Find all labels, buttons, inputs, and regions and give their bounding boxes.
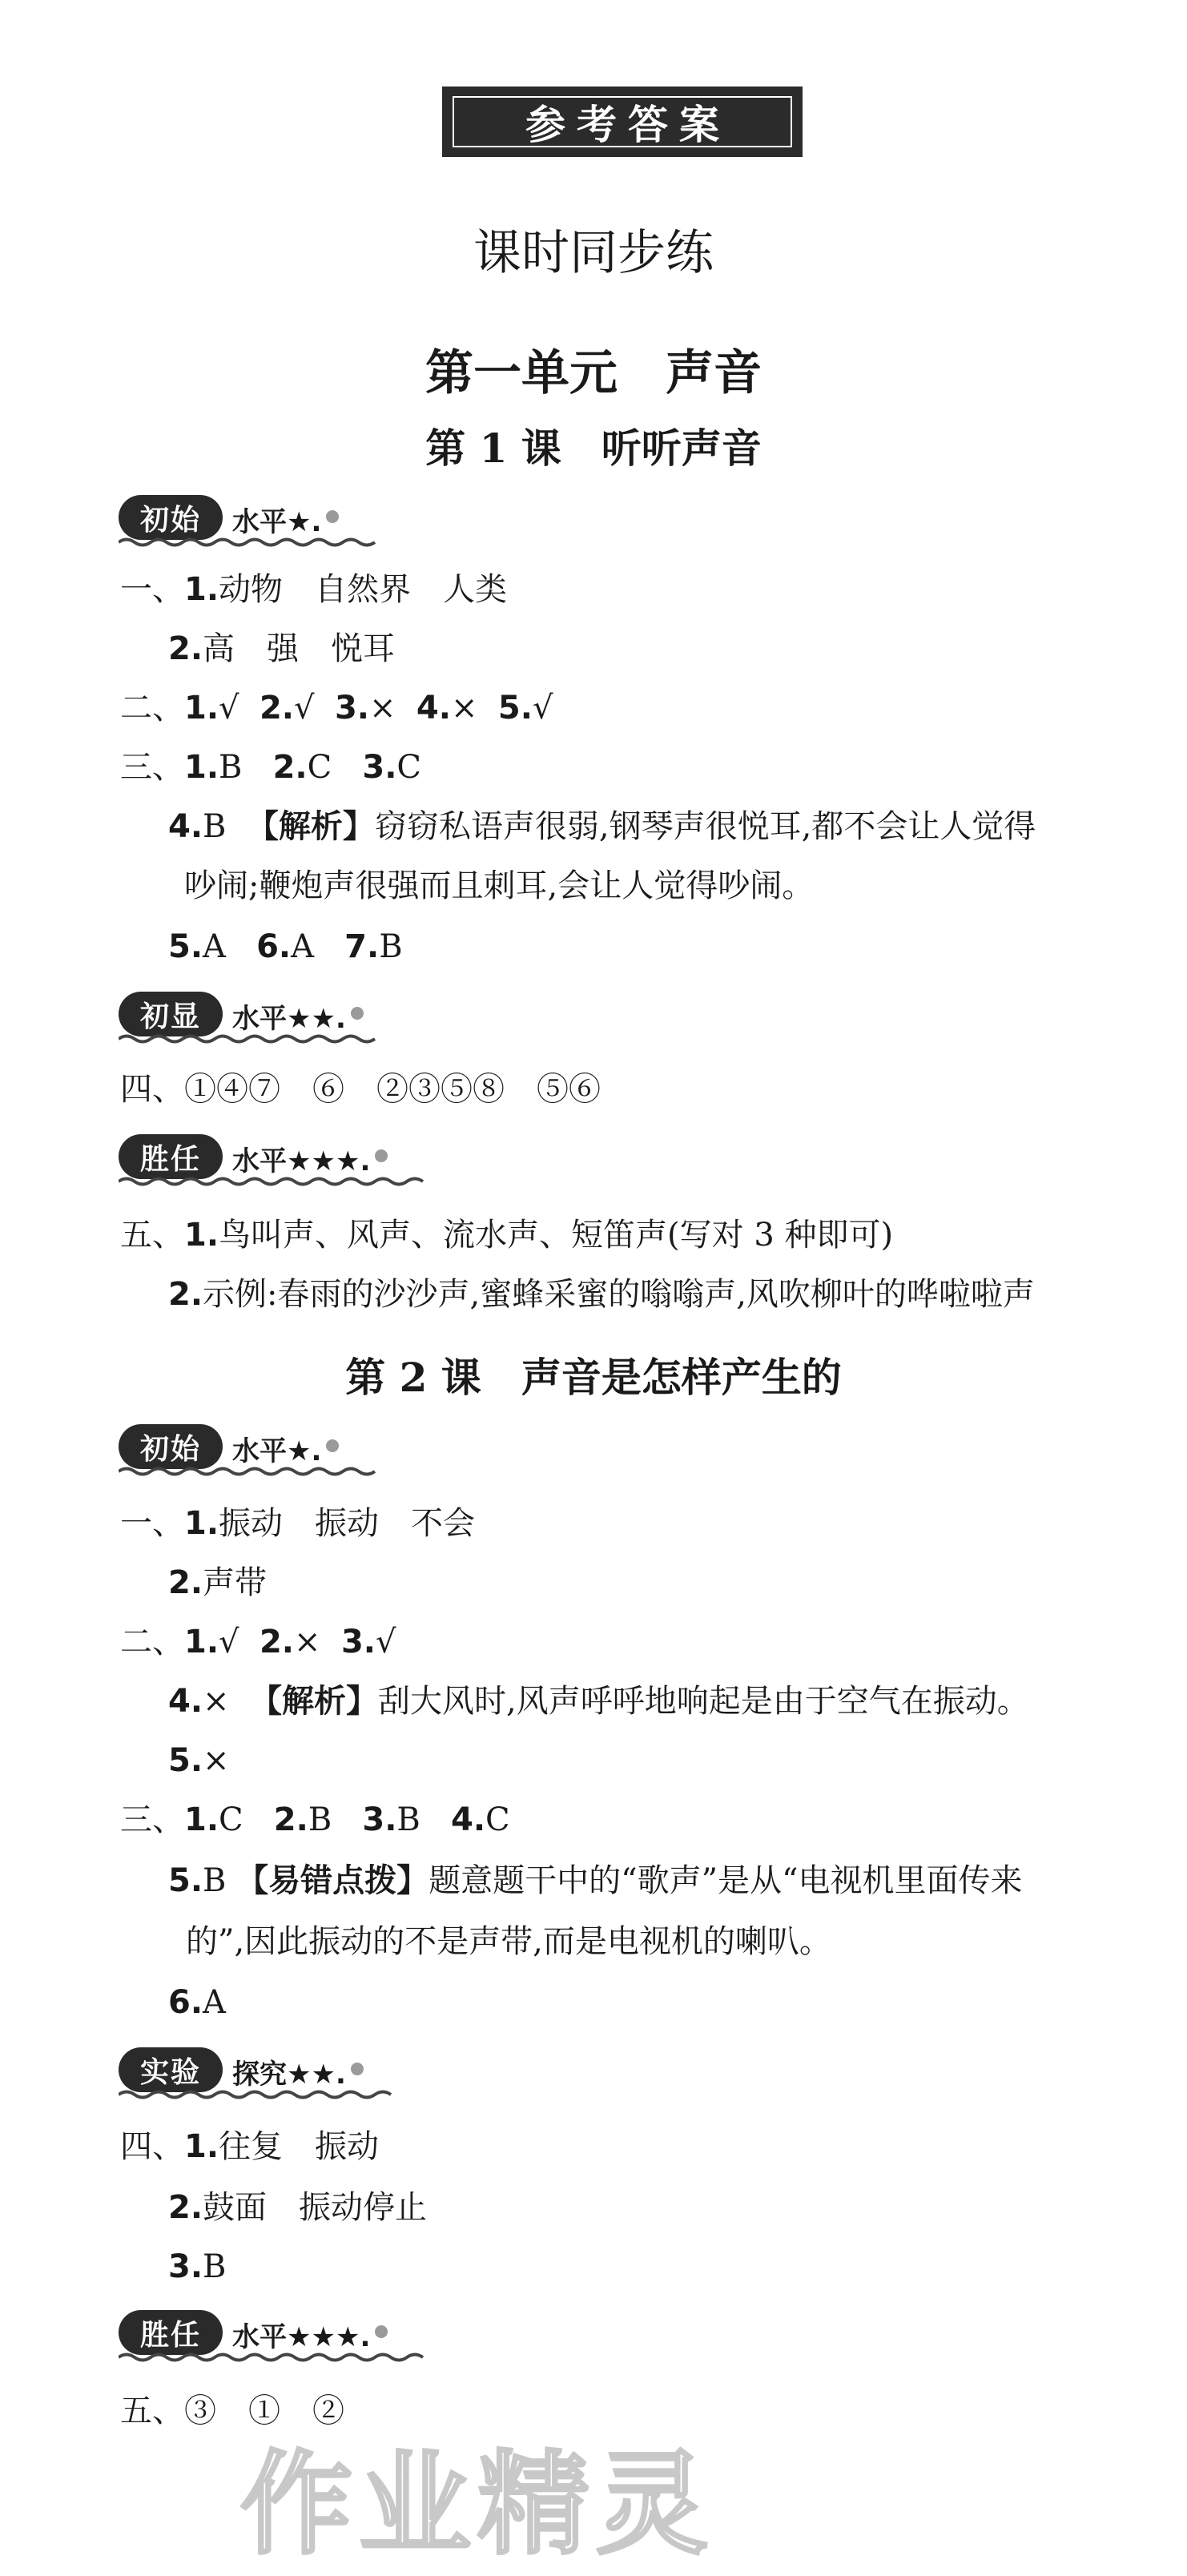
wave-underline-icon xyxy=(119,1176,439,1187)
tag-level: 水平★★★. xyxy=(232,2321,371,2353)
answer-line: 二、1.√ 2.√ 3.× 4.× 5.√ xyxy=(120,690,553,727)
answer-line: 3.B xyxy=(168,2248,227,2285)
answer-banner xyxy=(442,87,803,157)
tag-label: 胜任 xyxy=(119,1134,223,1179)
tag-level: 水平★. xyxy=(232,506,322,538)
answer-line: 五、1.鸟叫声、风声、流水声、短笛声(写对 3 种即可) xyxy=(120,1217,894,1254)
level-tag-emerging xyxy=(119,987,407,1044)
answer-line: 三、1.B 2.C 3.C xyxy=(120,749,422,786)
dot-icon xyxy=(326,1439,339,1452)
wave-underline-icon xyxy=(119,2352,439,2363)
tag-label: 初始 xyxy=(119,1424,223,1469)
dot-icon xyxy=(351,1007,364,1020)
answer-line: 5.× xyxy=(168,1742,230,1779)
tag-level: 探究★★. xyxy=(232,2059,346,2091)
wave-underline-icon xyxy=(119,2089,399,2100)
answer-line: 4.× 【解析】刮大风时,风声呼呼地响起是由于空气在振动。 xyxy=(168,1683,1029,1720)
answer-line: 4.B 【解析】窃窃私语声很弱,钢琴声很悦耳,都不会让人觉得 xyxy=(168,808,1036,845)
watermark-text: 作业精灵 xyxy=(240,2440,715,2570)
unit-title: 第一单元 声音 xyxy=(425,345,762,401)
tag-level: 水平★★. xyxy=(232,1003,346,1035)
banner-text: 参考答案 xyxy=(453,96,792,147)
tag-level: 水平★. xyxy=(232,1435,322,1467)
answer-line: 2.高 强 悦耳 xyxy=(168,630,396,667)
wave-underline-icon xyxy=(119,1033,383,1044)
level-tag-competent xyxy=(119,2305,407,2363)
answer-line: 四、1.往复 振动 xyxy=(120,2128,380,2165)
answer-line: 四、①④⑦ ⑥ ②③⑤⑧ ⑤⑥ xyxy=(120,1071,601,1108)
answer-line: 2.示例:春雨的沙沙声,蜜蜂采蜜的嗡嗡声,风吹柳叶的哗啦啦声 xyxy=(168,1276,1035,1313)
answer-line: 二、1.√ 2.× 3.√ xyxy=(120,1624,396,1660)
answer-line: 五、③ ① ② xyxy=(120,2393,344,2429)
level-tag-experiment xyxy=(119,2043,407,2100)
answer-line: 6.A xyxy=(168,1984,226,2021)
answer-line: 三、1.C 2.B 3.B 4.C xyxy=(120,1801,510,1838)
answer-line: 吵闹;鞭炮声很强而且刺耳,会让人觉得吵闹。 xyxy=(184,867,815,904)
answer-line: 5.A 6.A 7.B xyxy=(168,928,403,965)
answer-line: 2.鼓面 振动停止 xyxy=(168,2189,428,2226)
dot-icon xyxy=(326,510,339,523)
dot-icon xyxy=(351,2063,364,2075)
tag-label: 实验 xyxy=(119,2047,223,2092)
dot-icon xyxy=(375,1149,388,1162)
answer-line: 一、1.动物 自然界 人类 xyxy=(120,571,508,608)
section-subtitle: 课时同步练 xyxy=(473,225,714,281)
lesson-2-title: 第 2 课 声音是怎样产生的 xyxy=(345,1354,842,1401)
tag-label: 胜任 xyxy=(119,2310,223,2355)
level-tag-beginning xyxy=(119,490,407,548)
tag-level: 水平★★★. xyxy=(232,1145,371,1177)
answer-line: 2.声带 xyxy=(168,1564,268,1601)
level-tag-competent xyxy=(119,1129,407,1187)
tag-label: 初显 xyxy=(119,992,223,1036)
wave-underline-icon xyxy=(119,1466,383,1477)
answer-line: 一、1.振动 振动 不会 xyxy=(120,1505,476,1542)
answer-line: 5.B 【易错点拨】题意题干中的“歌声”是从“电视机里面传来 xyxy=(168,1862,1023,1899)
dot-icon xyxy=(375,2325,388,2338)
answer-line: 的”,因此振动的不是声带,而是电视机的喇叭。 xyxy=(186,1923,831,1960)
tag-label: 初始 xyxy=(119,495,223,540)
wave-underline-icon xyxy=(119,537,383,548)
lesson-1-title: 第 1 课 听听声音 xyxy=(425,425,762,472)
level-tag-beginning xyxy=(119,1419,407,1477)
